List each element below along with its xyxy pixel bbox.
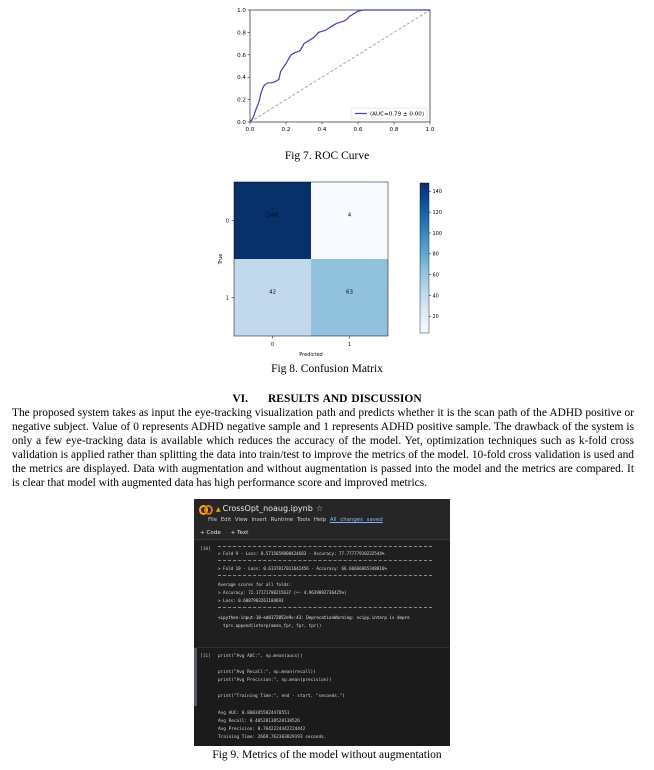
code-cell[interactable] bbox=[194, 647, 450, 746]
confusion-cell-value: 148 bbox=[267, 212, 278, 219]
confusion-cell bbox=[311, 182, 388, 259]
output-line: Avg Precision: 0.7642224442224442 bbox=[218, 727, 306, 732]
add-text-button[interactable]: + Text bbox=[230, 530, 249, 536]
roc-x-tick-label: 1.0 bbox=[425, 127, 435, 133]
confusion-y-axis-label: True bbox=[218, 253, 224, 265]
roc-legend-label: (AUC=0.79 ± 0.00) bbox=[370, 111, 425, 118]
cell-prompt: [10] bbox=[200, 547, 211, 552]
warning-line: <ipython-input-10-ed0172852e9>:43: DeprecationWarning: scipy.interp is depre bbox=[218, 615, 410, 620]
cell-focus-bar bbox=[194, 648, 197, 706]
menu-insert[interactable]: Insert bbox=[251, 517, 267, 523]
confusion-cell-value: 63 bbox=[346, 289, 353, 296]
menu-edit[interactable]: Edit bbox=[220, 517, 232, 523]
confusion-caption: Fig 8. Confusion Matrix bbox=[271, 363, 383, 375]
colorbar-tick-label: 40 bbox=[432, 293, 439, 300]
confusion-matrix-chart bbox=[214, 178, 443, 360]
roc-y-tick-label: 0.6 bbox=[237, 52, 246, 59]
notebook-toolbar bbox=[200, 530, 256, 536]
colorbar-tick-label: 20 bbox=[432, 314, 439, 321]
colorbar-tick-label: 100 bbox=[432, 230, 443, 237]
confusion-x-axis-label: Predicted bbox=[299, 352, 323, 358]
output-line: Average scores for all folds: bbox=[218, 582, 292, 587]
roc-caption: Fig 7. ROC Curve bbox=[284, 150, 370, 162]
star-icon[interactable]: ☆ bbox=[315, 504, 323, 513]
roc-y-tick-label: 1.0 bbox=[237, 8, 246, 14]
section-title: RESULTS AND DISCUSSION bbox=[267, 393, 422, 405]
output-line: Avg AUC: 0.8003455824478551 bbox=[218, 711, 290, 716]
output-cell bbox=[194, 542, 450, 645]
output-line: > Fold 10 - Loss: 0.6137017011642456 - Accuracy: 66.66666865348816% bbox=[218, 566, 387, 571]
confusion-cell bbox=[234, 259, 311, 336]
confusion-cell-value: 42 bbox=[269, 289, 276, 296]
roc-x-tick-label: 0.2 bbox=[281, 127, 291, 133]
confusion-y-tick-label: 0 bbox=[225, 218, 229, 225]
roc-x-tick-label: 0.6 bbox=[353, 127, 363, 133]
confusion-y-tick-label: 1 bbox=[225, 295, 229, 302]
roc-y-tick-label: 0.0 bbox=[237, 120, 246, 126]
output-line: Avg Recall: 0.40528138528138526 bbox=[218, 719, 300, 724]
notebook-caption: Fig 9. Metrics of the model without augmentation bbox=[212, 749, 442, 761]
menu-runtime[interactable]: Runtime bbox=[270, 517, 294, 523]
confusion-x-tick-label: 0 bbox=[270, 342, 275, 348]
colorbar-tick-label: 120 bbox=[432, 209, 443, 216]
confusion-x-tick-label: 1 bbox=[347, 342, 352, 348]
section-heading bbox=[0, 393, 654, 405]
menu-help[interactable]: Help bbox=[313, 517, 327, 523]
roc-x-tick-label: 0.0 bbox=[245, 127, 255, 133]
save-status-link[interactable]: All changes saved bbox=[329, 517, 383, 523]
drive-icon: ▲ bbox=[216, 506, 221, 513]
code-line[interactable]: print("Avg Recall:", np.mean(recall)) bbox=[218, 670, 316, 675]
roc-curve-chart bbox=[226, 6, 438, 148]
section-paragraph: The proposed system takes as input the eye-tracking visualization path and predicts whether it is the scan path of the ADHD positive or negative subject. Value of 0 represents ADHD negative sample and 1 represents ADHD positive sample. The drawback of the system is only a few eye-tracking data is available which reduces the accuracy of the model. Yet, optimization techniques such as k-fold cross validation is applied rather than splitting the data into train/test to improve the metrics of the model. 10-fold cross validation is used and the metrics are displayed. Data with augmentation and without augmentation is passed into the model and the metrics are compared. It is clear that model with augmented data has high performance score and improved metrics. bbox=[12, 407, 634, 489]
roc-x-tick-label: 0.4 bbox=[317, 127, 327, 133]
colorbar-tick-label: 80 bbox=[432, 251, 439, 258]
notebook-screenshot bbox=[194, 499, 450, 746]
colorbar-tick-label: 140 bbox=[432, 189, 443, 196]
code-line[interactable]: print("Avg Precision:", np.mean(precision)) bbox=[218, 678, 332, 683]
output-line: > Loss: 0.6087903261184693 bbox=[218, 598, 284, 603]
confusion-cell bbox=[234, 182, 311, 259]
menu-view[interactable]: View bbox=[234, 517, 248, 523]
notebook-menu-bar bbox=[208, 517, 383, 523]
menu-tools[interactable]: Tools bbox=[296, 517, 311, 523]
code-line[interactable]: print("Training Time:", end - start, "seconds.") bbox=[218, 694, 345, 699]
confusion-cell-value: 4 bbox=[347, 212, 352, 219]
colorbar bbox=[420, 183, 429, 333]
section-number: VI. bbox=[232, 393, 248, 405]
roc-y-tick-label: 0.8 bbox=[237, 30, 246, 37]
cell-prompt: [11] bbox=[200, 654, 211, 659]
notebook-title[interactable]: ▲ CrossOpt_noaug.ipynb ☆ bbox=[216, 504, 323, 513]
menu-file[interactable]: File bbox=[208, 517, 218, 523]
add-code-button[interactable]: + Code bbox=[200, 530, 221, 536]
output-line: > Fold 9 - Loss: 0.5715659808424683 - Accuracy: 77.77777910232544% bbox=[218, 551, 385, 556]
roc-y-tick-label: 0.2 bbox=[237, 97, 246, 104]
roc-y-tick-label: 0.4 bbox=[237, 75, 246, 82]
notebook-header bbox=[194, 499, 450, 540]
colorbar-tick-label: 60 bbox=[432, 272, 439, 279]
output-line: > Accuracy: 72.17171788215637 (+- 4.9639092736425%) bbox=[218, 590, 347, 595]
output-line: Training Time: 2669.762303829193 seconds. bbox=[218, 735, 327, 740]
warning-line: tprs.append(interp(mean_fpr, fpr, tpr)) bbox=[218, 623, 322, 628]
roc-x-tick-label: 0.8 bbox=[389, 127, 399, 133]
colab-logo-icon bbox=[199, 505, 213, 515]
confusion-cell bbox=[311, 259, 388, 336]
code-line[interactable]: print("Avg AUC:", np.mean(aucs)) bbox=[218, 654, 303, 659]
